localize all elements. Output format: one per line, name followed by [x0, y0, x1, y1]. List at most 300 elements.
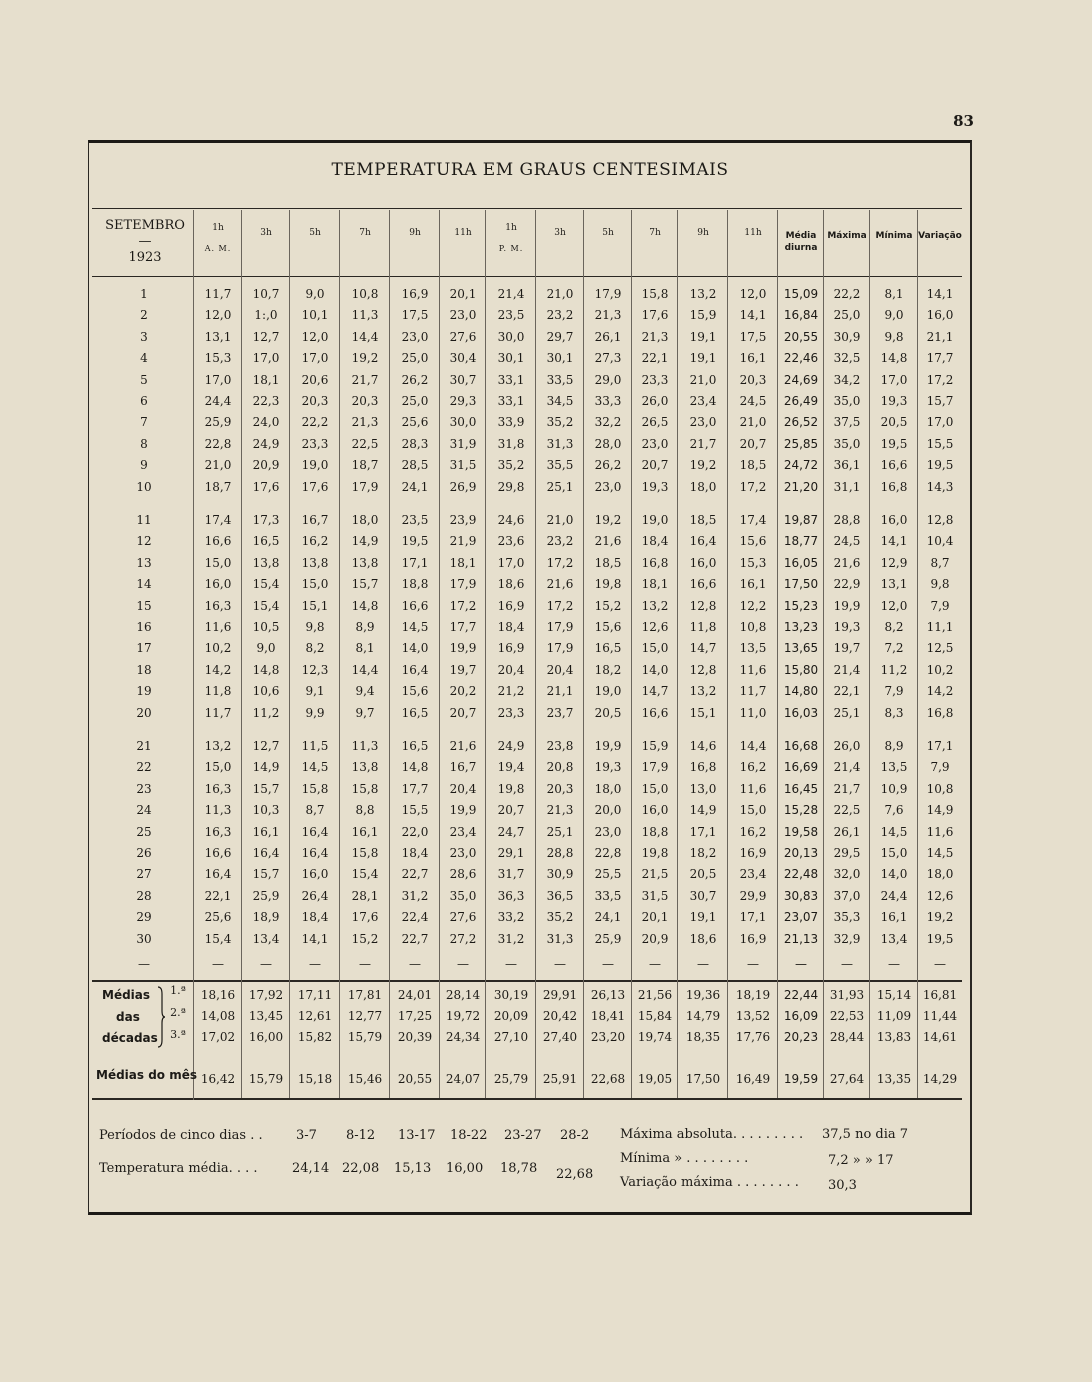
- table-cell: 15,0: [641, 782, 669, 796]
- table-cell: 8,7: [930, 556, 950, 570]
- table-row: [0, 843, 1092, 864]
- column-header-label: 3h: [554, 228, 566, 238]
- table-cell: 11,6: [926, 825, 954, 839]
- table-cell: 14,5: [880, 825, 908, 839]
- table-cell: 11,6: [739, 782, 767, 796]
- table-row: [0, 929, 1092, 950]
- table-cell: 20,23: [783, 1030, 819, 1044]
- table-cell: 23,0: [641, 437, 669, 451]
- table-cell: 33,9: [497, 415, 525, 429]
- table-cell: 28,44: [829, 1030, 865, 1044]
- table-cell: 15,2: [594, 599, 622, 613]
- table-cell: 16,5: [252, 534, 280, 548]
- meridiem-label: P. M.: [498, 244, 524, 253]
- table-cell: 35,5: [546, 458, 574, 472]
- temp-media-value: 15,13: [394, 1161, 432, 1176]
- table-row: [0, 736, 1092, 757]
- table-cell: 12,8: [689, 599, 717, 613]
- table-cell: —: [409, 957, 421, 971]
- table-cell: 22,1: [641, 351, 669, 365]
- column-header: [918, 230, 962, 242]
- table-cell: 15,18: [297, 1072, 333, 1086]
- periodo-value: 28-2: [560, 1128, 590, 1143]
- table-cell: 21,1: [546, 684, 574, 698]
- table-cell: 14,9: [252, 760, 280, 774]
- table-cell: 30,4: [449, 351, 477, 365]
- table-cell: 17,3: [252, 513, 280, 527]
- table-cell: 20,55: [397, 1072, 433, 1086]
- table-cell: 14,5: [301, 760, 329, 774]
- table-cell: 18,4: [401, 846, 429, 860]
- table-cell: 21,4: [497, 287, 525, 301]
- table-cell: 21,6: [833, 556, 861, 570]
- column-header: [486, 222, 536, 255]
- table-cell: 17,1: [401, 556, 429, 570]
- table-cell: 19,58: [783, 825, 819, 839]
- table-cell: 15,5: [926, 437, 954, 451]
- table-cell: 19,9: [449, 803, 477, 817]
- table-cell: 35,2: [546, 415, 574, 429]
- table-cell: 18,0: [594, 782, 622, 796]
- day-cell: —: [138, 957, 150, 971]
- table-cell: 16,4: [689, 534, 717, 548]
- summary-bottom-rule: [92, 1098, 962, 1100]
- table-cell: 29,8: [497, 480, 525, 494]
- table-cell: 19,3: [594, 760, 622, 774]
- table-cell: 13,5: [880, 760, 908, 774]
- table-cell: 25,9: [204, 415, 232, 429]
- table-cell: 17,1: [689, 825, 717, 839]
- max-abs-label: Máxima absoluta. . . . . . . . .: [620, 1127, 804, 1142]
- table-cell: 8,2: [884, 620, 904, 634]
- table-cell: 15,79: [347, 1030, 383, 1044]
- table-cell: 14,1: [739, 308, 767, 322]
- table-cell: 24,5: [739, 394, 767, 408]
- table-cell: 12,9: [880, 556, 908, 570]
- table-cell: 17,2: [449, 599, 477, 613]
- column-header-label: 1h: [505, 223, 517, 233]
- table-cell: 8,3: [884, 706, 904, 720]
- table-cell: 22,68: [590, 1072, 626, 1086]
- table-cell: 33,1: [497, 394, 525, 408]
- day-cell: 30: [136, 932, 152, 946]
- table-cell: 23,4: [689, 394, 717, 408]
- table-cell: 24,9: [252, 437, 280, 451]
- table-cell: 26,52: [783, 415, 819, 429]
- table-cell: 23,6: [497, 534, 525, 548]
- table-cell: 35,0: [449, 889, 477, 903]
- table-cell: 17,9: [351, 480, 379, 494]
- table-cell: 14,4: [739, 739, 767, 753]
- table-cell: 15,6: [739, 534, 767, 548]
- table-cell: 23,9: [449, 513, 477, 527]
- table-cell: 30,1: [546, 351, 574, 365]
- table-cell: 14,1: [880, 534, 908, 548]
- table-cell: 17,6: [351, 910, 379, 924]
- table-cell: 24,7: [497, 825, 525, 839]
- day-cell: 7: [140, 415, 148, 429]
- table-cell: 8,7: [305, 803, 325, 817]
- table-cell: 18,5: [739, 458, 767, 472]
- table-cell: 31,8: [497, 437, 525, 451]
- table-cell: 15,79: [248, 1072, 284, 1086]
- table-cell: 17,0: [880, 373, 908, 387]
- table-cell: 19,4: [497, 760, 525, 774]
- table-cell: 23,3: [641, 373, 669, 387]
- table-row: [0, 864, 1092, 885]
- table-cell: 14,7: [689, 641, 717, 655]
- table-cell: 22,5: [351, 437, 379, 451]
- table-cell: 23,0: [449, 308, 477, 322]
- table-cell: 17,7: [401, 782, 429, 796]
- table-cell: 15,5: [401, 803, 429, 817]
- table-cell: 17,92: [248, 988, 284, 1002]
- table-cell: —: [457, 957, 469, 971]
- table-cell: 23,5: [401, 513, 429, 527]
- month-header: [94, 218, 196, 266]
- table-cell: 21,13: [783, 932, 819, 946]
- table-cell: 18,4: [301, 910, 329, 924]
- table-cell: —: [697, 957, 709, 971]
- day-cell: 8: [140, 437, 148, 451]
- table-cell: 17,6: [252, 480, 280, 494]
- table-cell: 25,79: [493, 1072, 529, 1086]
- column-header: [584, 227, 632, 239]
- table-cell: 23,0: [401, 330, 429, 344]
- column-header-label: 11h: [744, 228, 762, 238]
- table-cell: 16,4: [301, 825, 329, 839]
- column-header: [194, 222, 242, 255]
- table-cell: 10,8: [351, 287, 379, 301]
- table-cell: 12,0: [301, 330, 329, 344]
- table-cell: 20,1: [641, 910, 669, 924]
- table-cell: 34,5: [546, 394, 574, 408]
- table-cell: 21,4: [833, 760, 861, 774]
- table-cell: 11,8: [689, 620, 717, 634]
- table-cell: 23,0: [594, 825, 622, 839]
- table-cell: 20,6: [301, 373, 329, 387]
- table-cell: 32,5: [833, 351, 861, 365]
- table-cell: 15,0: [739, 803, 767, 817]
- table-row: [0, 284, 1092, 305]
- table-cell: 21,6: [449, 739, 477, 753]
- temp-media-value: 16,00: [446, 1161, 484, 1176]
- table-cell: 15,7: [351, 577, 379, 591]
- table-cell: 19,7: [833, 641, 861, 655]
- table-cell: 16,00: [248, 1030, 284, 1044]
- table-cell: 17,0: [497, 556, 525, 570]
- table-cell: 1:,0: [254, 308, 278, 322]
- table-cell: 18,7: [351, 458, 379, 472]
- table-cell: 16,2: [739, 760, 767, 774]
- table-cell: 18,6: [689, 932, 717, 946]
- table-cell: 30,83: [783, 889, 819, 903]
- table-cell: 20,7: [497, 803, 525, 817]
- table-cell: 15,3: [204, 351, 232, 365]
- periodo-value: 13-17: [398, 1128, 436, 1143]
- table-cell: 20,4: [449, 782, 477, 796]
- table-cell: 29,7: [546, 330, 574, 344]
- table-cell: 20,5: [689, 867, 717, 881]
- table-cell: 16,1: [739, 351, 767, 365]
- table-cell: 21,7: [689, 437, 717, 451]
- table-cell: —: [649, 957, 661, 971]
- column-header-label: Mínima: [875, 231, 913, 241]
- month-dash: —: [138, 234, 152, 249]
- table-cell: 7,9: [930, 760, 950, 774]
- table-cell: 17,6: [301, 480, 329, 494]
- table-cell: 16,09: [783, 1009, 819, 1023]
- table-cell: 27,2: [449, 932, 477, 946]
- table-cell: 22,53: [829, 1009, 865, 1023]
- table-cell: 10,8: [739, 620, 767, 634]
- periodo-value: 18-22: [450, 1128, 488, 1143]
- table-cell: 23,7: [546, 706, 574, 720]
- table-cell: 27,64: [829, 1072, 865, 1086]
- table-cell: 12,7: [252, 330, 280, 344]
- table-cell: 19,36: [685, 988, 721, 1002]
- table-cell: 13,4: [252, 932, 280, 946]
- column-header-label: 7h: [649, 228, 661, 238]
- table-cell: 8,2: [305, 641, 325, 655]
- column-header: [536, 227, 584, 239]
- table-cell: 15,2: [351, 932, 379, 946]
- table-cell: 21,3: [594, 308, 622, 322]
- table-cell: 16,5: [401, 739, 429, 753]
- table-cell: 35,0: [833, 394, 861, 408]
- table-cell: 13,23: [783, 620, 819, 634]
- table-cell: 15,4: [252, 577, 280, 591]
- table-cell: 16,1: [351, 825, 379, 839]
- temp-media-label: Temperatura média. . . .: [99, 1161, 258, 1176]
- table-cell: 18,2: [594, 663, 622, 677]
- decada-ordinal-3: 3.ª: [170, 1028, 186, 1041]
- table-cell: 22,7: [401, 867, 429, 881]
- table-cell: 12,5: [926, 641, 954, 655]
- table-cell: 26,4: [301, 889, 329, 903]
- table-cell: 19,8: [594, 577, 622, 591]
- table-cell: 16,6: [689, 577, 717, 591]
- table-cell: 15,46: [347, 1072, 383, 1086]
- table-cell: 20,39: [397, 1030, 433, 1044]
- column-header-label: 3h: [260, 228, 272, 238]
- table-cell: 22,2: [301, 415, 329, 429]
- table-cell: 23,5: [497, 308, 525, 322]
- table-cell: 35,2: [546, 910, 574, 924]
- table-cell: 14,4: [351, 330, 379, 344]
- table-cell: 16,2: [301, 534, 329, 548]
- table-cell: 20,3: [301, 394, 329, 408]
- mes-label: Médias do mês: [96, 1068, 197, 1082]
- table-cell: 16,0: [301, 867, 329, 881]
- table-cell: 24,1: [594, 910, 622, 924]
- table-row: [0, 660, 1092, 681]
- table-cell: 14,9: [689, 803, 717, 817]
- table-cell: 11,3: [204, 803, 232, 817]
- table-cell: 20,7: [739, 437, 767, 451]
- table-cell: 17,2: [546, 556, 574, 570]
- day-cell: 26: [136, 846, 152, 860]
- day-cell: 21: [136, 739, 152, 753]
- min-label: Mínima » . . . . . . . .: [620, 1151, 749, 1166]
- table-cell: 17,0: [301, 351, 329, 365]
- table-cell: 20,42: [542, 1009, 578, 1023]
- table-cell: 17,25: [397, 1009, 433, 1023]
- table-cell: 19,3: [880, 394, 908, 408]
- table-cell: 26,0: [641, 394, 669, 408]
- table-cell: 17,9: [594, 287, 622, 301]
- table-cell: 22,44: [783, 988, 819, 1002]
- table-cell: 21,7: [833, 782, 861, 796]
- table-cell: 24,6: [497, 513, 525, 527]
- table-cell: 18,77: [783, 534, 819, 548]
- table-cell: 11,09: [876, 1009, 912, 1023]
- table-cell: 14,0: [880, 867, 908, 881]
- column-header-label: Máxima: [827, 231, 867, 241]
- table-cell: 19,9: [449, 641, 477, 655]
- header-bottom-rule: [92, 276, 962, 277]
- table-cell: 11,44: [922, 1009, 958, 1023]
- table-cell: 22,8: [594, 846, 622, 860]
- table-cell: 15,6: [401, 684, 429, 698]
- table-cell: 21,1: [926, 330, 954, 344]
- table-cell: 12,0: [880, 599, 908, 613]
- table-cell: —: [309, 957, 321, 971]
- table-cell: 10,8: [926, 782, 954, 796]
- table-cell: 28,8: [833, 513, 861, 527]
- table-cell: 11,1: [926, 620, 954, 634]
- table-cell: 16,7: [449, 760, 477, 774]
- table-cell: 25,9: [594, 932, 622, 946]
- table-cell: 9,0: [884, 308, 904, 322]
- table-cell: —: [602, 957, 614, 971]
- table-cell: 19,72: [445, 1009, 481, 1023]
- day-cell: 19: [136, 684, 152, 698]
- table-cell: 18,41: [590, 1009, 626, 1023]
- table-cell: 25,1: [546, 480, 574, 494]
- table-cell: 9,0: [256, 641, 276, 655]
- column-header: [778, 230, 824, 254]
- table-cell: 14,4: [351, 663, 379, 677]
- table-cell: 24,9: [497, 739, 525, 753]
- periodo-value: 8-12: [346, 1128, 376, 1143]
- table-cell: 16,03: [783, 706, 819, 720]
- table-cell: 15,14: [876, 988, 912, 1002]
- day-cell: 12: [136, 534, 152, 548]
- table-row: [0, 800, 1092, 821]
- column-header-label: 5h: [602, 228, 614, 238]
- table-cell: 14,0: [641, 663, 669, 677]
- periodo-value: 3-7: [296, 1128, 317, 1143]
- table-cell: 16,6: [880, 458, 908, 472]
- table-cell: 21,0: [546, 287, 574, 301]
- table-cell: 11,5: [301, 739, 329, 753]
- day-cell: 10: [136, 480, 152, 494]
- table-cell: 15,4: [204, 932, 232, 946]
- day-cell: 17: [136, 641, 152, 655]
- table-cell: 10,6: [252, 684, 280, 698]
- table-cell: 17,7: [926, 351, 954, 365]
- table-cell: 30,7: [689, 889, 717, 903]
- table-cell: 22,0: [401, 825, 429, 839]
- table-cell: 8,9: [355, 620, 375, 634]
- table-cell: 25,0: [401, 394, 429, 408]
- table-cell: 20,5: [880, 415, 908, 429]
- table-cell: 21,0: [689, 373, 717, 387]
- table-cell: 11,8: [204, 684, 232, 698]
- table-cell: 22,3: [252, 394, 280, 408]
- table-cell: 32,0: [833, 867, 861, 881]
- table-cell: 24,34: [445, 1030, 481, 1044]
- table-cell: 26,5: [641, 415, 669, 429]
- table-cell: 12,7: [252, 739, 280, 753]
- column-header-label: Variação: [918, 231, 962, 241]
- table-cell: 13,8: [252, 556, 280, 570]
- column-header-label: 9h: [409, 228, 421, 238]
- table-cell: 11,7: [204, 706, 232, 720]
- table-cell: 16,9: [497, 599, 525, 613]
- table-cell: 13,83: [876, 1030, 912, 1044]
- header-top-rule: [92, 208, 962, 209]
- table-cell: 19,0: [594, 684, 622, 698]
- table-cell: 13,2: [641, 599, 669, 613]
- table-cell: 19,3: [833, 620, 861, 634]
- table-cell: 18,0: [351, 513, 379, 527]
- table-cell: 8,8: [355, 803, 375, 817]
- table-cell: 17,2: [739, 480, 767, 494]
- table-cell: 13,5: [739, 641, 767, 655]
- table-cell: 24,0: [252, 415, 280, 429]
- table-cell: 23,2: [546, 308, 574, 322]
- table-row: [0, 617, 1092, 638]
- table-cell: 20,7: [641, 458, 669, 472]
- table-cell: 37,5: [833, 415, 861, 429]
- table-cell: 18,6: [497, 577, 525, 591]
- table-cell: 33,5: [594, 889, 622, 903]
- table-cell: 15,9: [689, 308, 717, 322]
- table-cell: 35,2: [497, 458, 525, 472]
- table-cell: 22,1: [204, 889, 232, 903]
- table-cell: 32,9: [833, 932, 861, 946]
- table-cell: 14,8: [252, 663, 280, 677]
- table-cell: 15,9: [641, 739, 669, 753]
- table-cell: 20,3: [546, 782, 574, 796]
- day-cell: 14: [136, 577, 152, 591]
- table-row: [0, 434, 1092, 455]
- table-cell: 19,3: [641, 480, 669, 494]
- table-cell: 14,5: [401, 620, 429, 634]
- table-cell: 19,5: [401, 534, 429, 548]
- table-cell: 31,2: [497, 932, 525, 946]
- table-cell: 14,80: [783, 684, 819, 698]
- table-cell: 19,1: [689, 351, 717, 365]
- table-cell: 17,50: [783, 577, 819, 591]
- column-header: [678, 227, 728, 239]
- table-cell: 15,0: [204, 760, 232, 774]
- table-cell: 14,6: [689, 739, 717, 753]
- table-cell: 19,8: [641, 846, 669, 860]
- table-cell: 10,1: [301, 308, 329, 322]
- table-cell: 13,2: [689, 684, 717, 698]
- table-cell: 10,7: [252, 287, 280, 301]
- table-cell: 17,6: [641, 308, 669, 322]
- table-cell: 17,7: [449, 620, 477, 634]
- table-cell: 23,07: [783, 910, 819, 924]
- table-cell: 19,2: [689, 458, 717, 472]
- table-cell: 16,2: [739, 825, 767, 839]
- table-cell: 19,5: [926, 932, 954, 946]
- table-cell: 16,9: [739, 932, 767, 946]
